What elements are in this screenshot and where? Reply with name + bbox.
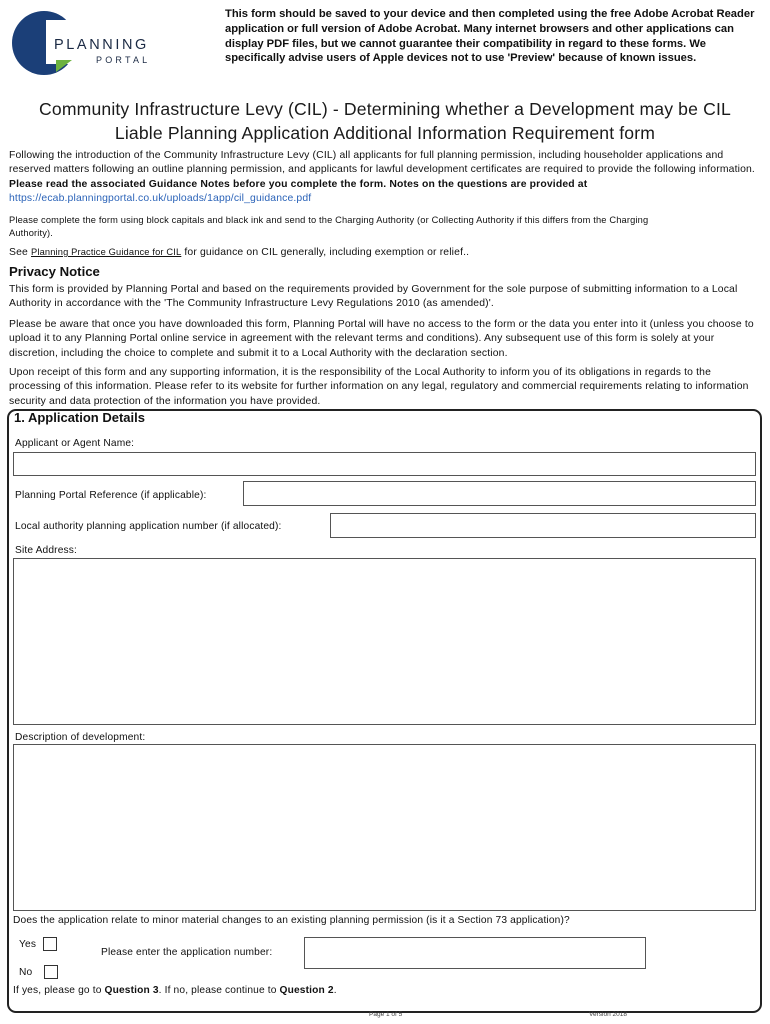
followup-question-2: Question 2	[279, 985, 334, 996]
applicant-name-input[interactable]	[13, 452, 756, 476]
completion-instructions: Please complete the form using block capitals and black ink and send to the Charging Authority (or Collecting Authority if this differs from the Charging Authority).	[9, 215, 649, 238]
intro-paragraph	[9, 149, 761, 207]
guidance-see: See	[9, 247, 28, 258]
followup-question-3: Question 3	[104, 985, 159, 996]
privacy-paragraph-3: Upon receipt of this form and any supporting information, it is the responsibility of the Local Authority to inform you of its obligations in regards to the processing of this information. Please refer to its website for further information on any legal, regulatory and commercial requirements relating to information security and data protection of the information you have provided.	[9, 367, 749, 407]
description-input[interactable]	[13, 744, 756, 911]
site-address-label: Site Address:	[15, 545, 77, 556]
lpa-application-number-input[interactable]	[330, 513, 756, 538]
guidance-notes-link[interactable]: https://ecab.planningportal.co.uk/uploads/1app/cil_guidance.pdf	[9, 193, 312, 205]
no-checkbox[interactable]	[44, 965, 58, 979]
header-notice: This form should be saved to your device and then completed using the free Adobe Acrobat Reader application or full version of Adobe Acrobat. Many internet browsers and other applications can display PDF files, but we cannot guarantee their compatibility in regard to these forms. We specifically advise users of Apple devices not to use 'Preview' because of known issues.	[225, 8, 755, 65]
application-number-input[interactable]	[304, 937, 646, 969]
title-line-2: Liable Planning Application Additional Information Requirement form	[114, 123, 656, 143]
title-line-1: Community Infrastructure Levy (CIL) - Determining whether a Development may be CIL	[39, 99, 731, 119]
planning-practice-guidance-link[interactable]: Planning Practice Guidance for CIL	[31, 247, 182, 257]
portal-reference-input[interactable]	[243, 481, 756, 506]
no-label: No	[19, 967, 33, 978]
applicant-name-label: Applicant or Agent Name:	[15, 438, 135, 449]
logo-subword: PORTAL	[96, 55, 151, 65]
form-version: Version 2018	[589, 1011, 627, 1018]
intro-text: Following the introduction of the Community Infrastructure Levy (CIL) all applicants for full planning permission, including householder applications and reserved matters following an outline planning permission, and applicants for lawful development certificates are required to provide the following information.	[9, 150, 755, 176]
page-number: Page 1 of 5	[369, 1011, 403, 1018]
privacy-paragraph-2: Please be aware that once you have downloaded this form, Planning Portal will have no access to the form or the data you enter into it (unless you choose to upload it to any Planning Portal online service in agreement with the relevant terms and conditions). Any subsequent use of this form is solely at your discretion, including the choice to complete and submit it to a Local Authority with the declaration section.	[9, 319, 754, 359]
lpa-application-number-label: Local authority planning application number (if allocated):	[15, 521, 282, 532]
section-73-question: Does the application relate to minor material changes to an existing planning permission (is it a Section 73 application)?	[13, 915, 570, 926]
yes-checkbox[interactable]	[43, 937, 57, 951]
description-label: Description of development:	[15, 732, 146, 743]
followup-mid: . If no, please continue to	[158, 985, 277, 996]
yes-label: Yes	[19, 939, 37, 950]
site-address-input[interactable]	[13, 558, 756, 725]
intro-guidance-bold: Please read the associated Guidance Notes before you complete the form. Notes on the questions are provided at	[9, 178, 588, 190]
guidance-rest: for guidance on CIL generally, including exemption or relief..	[184, 247, 470, 258]
planning-portal-logo	[10, 8, 172, 78]
section-1-title: 1. Application Details	[14, 410, 145, 425]
privacy-notice-heading: Privacy Notice	[9, 264, 100, 279]
privacy-paragraph-1: This form is provided by Planning Portal and based on the requirements provided by Government for the sole purpose of submitting information to a Local Authority in accordance with the 'The Community Infrastructure Levy Regulations 2010 (as amended)'.	[9, 284, 738, 310]
guidance-line	[9, 246, 761, 260]
followup-pre: If yes, please go to	[13, 985, 102, 996]
followup-end: .	[333, 985, 337, 996]
application-number-label: Please enter the application number:	[101, 947, 273, 958]
page-title	[0, 97, 770, 145]
logo-wordmark: PLANNING	[54, 37, 149, 53]
section-followup-instruction	[13, 984, 337, 997]
portal-reference-label: Planning Portal Reference (if applicable):	[15, 490, 207, 501]
